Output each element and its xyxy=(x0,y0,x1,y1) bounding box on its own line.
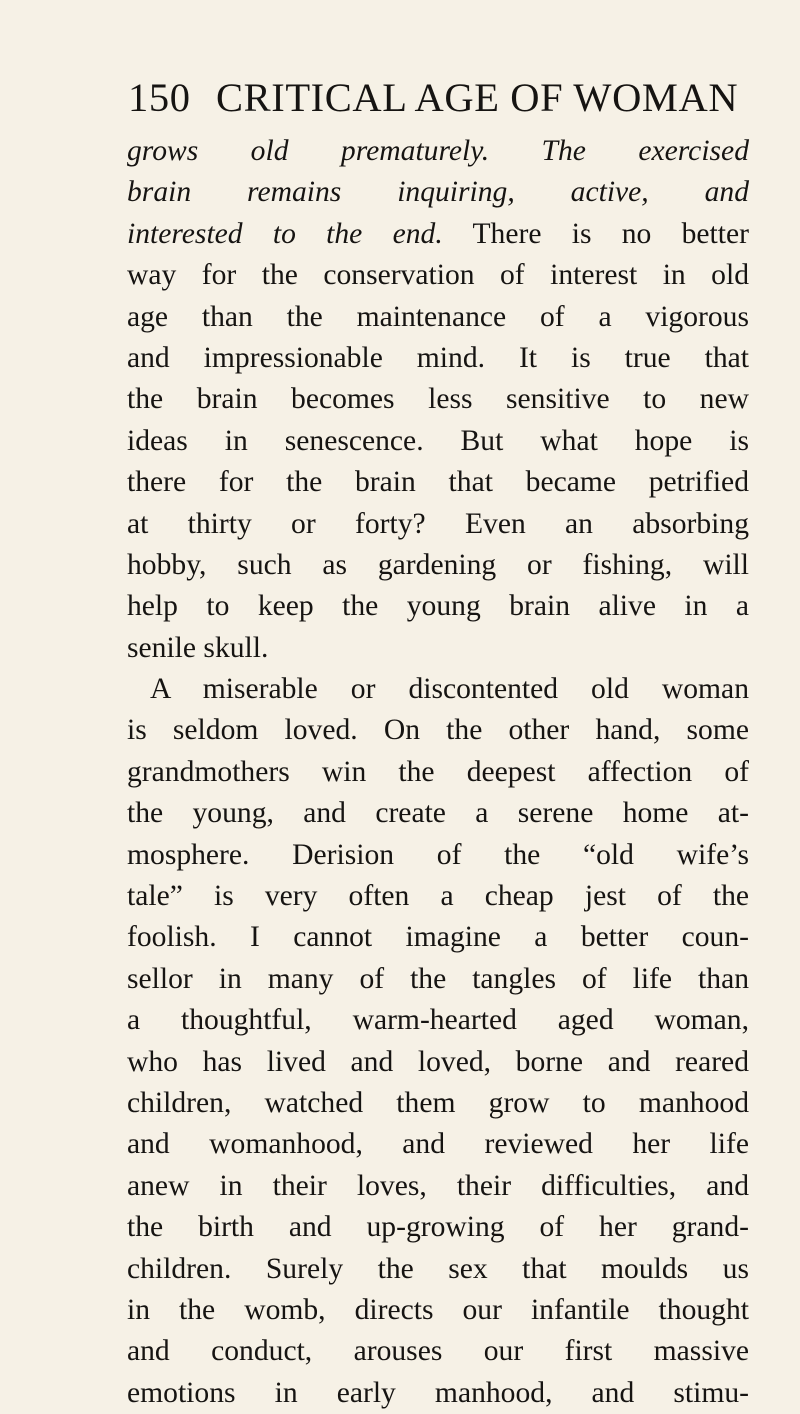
text-line: there for the brain that became petrified xyxy=(127,466,749,499)
page-number: 150 xyxy=(128,75,191,120)
text-line: a thoughtful, warm-hearted aged woman, xyxy=(127,1004,749,1037)
text-line: anew in their loves, their difficulties, and xyxy=(127,1169,749,1202)
body-text xyxy=(127,131,749,1414)
text-line: and conduct, arouses our first massive xyxy=(127,1335,749,1368)
text-line: sellor in many of the tangles of life than xyxy=(127,962,749,995)
text-line: emotions in early manhood, and stimu- xyxy=(127,1376,749,1409)
text-line: and womanhood, and reviewed her life xyxy=(127,1128,749,1161)
text-line: help to keep the young brain alive in a xyxy=(127,590,749,623)
text-line: A miserable or discontented old woman xyxy=(150,673,749,706)
text-line: grows old prematurely. The exercised xyxy=(127,135,749,167)
text-line: is seldom loved. On the other hand, some xyxy=(127,714,749,747)
text-line: tale” is very often a cheap jest of the xyxy=(127,880,749,913)
text-line: who has lived and loved, borne and reared xyxy=(127,1045,749,1078)
text-line: the brain becomes less sensitive to new xyxy=(127,383,749,416)
running-title: CRITICAL AGE OF WOMAN xyxy=(216,75,739,120)
text-line: children, watched them grow to manhood xyxy=(127,1086,749,1119)
text-line: age than the maintenance of a vigorous xyxy=(127,300,749,333)
text-line: brain remains inquiring, active, and xyxy=(127,176,749,209)
text-line: children. Surely the sex that moulds us xyxy=(127,1252,749,1285)
text-line: hobby, such as gardening or fishing, will xyxy=(127,548,749,581)
text-line: ideas in senescence. But what hope is xyxy=(127,424,749,457)
text-line: grandmothers win the deepest affection of xyxy=(127,755,749,788)
text-line: the birth and up-growing of her grand- xyxy=(127,1211,749,1244)
text-run: There is no better xyxy=(442,217,749,250)
running-head xyxy=(128,74,738,124)
text-line: and impressionable mind. It is true that xyxy=(127,341,749,374)
italic-phrase: interested to the end. xyxy=(127,217,443,250)
text-line xyxy=(127,214,749,255)
text-line: in the womb, directs our infantile thought xyxy=(127,1293,749,1326)
text-line: at thirty or forty? Even an absorbing xyxy=(127,507,749,540)
text-line: the young, and create a serene home at- xyxy=(127,797,749,830)
text-line: senile skull. xyxy=(127,631,269,664)
text-line: mosphere. Derision of the “old wife’s xyxy=(127,838,749,871)
text-line: way for the conservation of interest in old xyxy=(127,259,749,292)
text-line: foolish. I cannot imagine a better coun- xyxy=(127,921,749,954)
